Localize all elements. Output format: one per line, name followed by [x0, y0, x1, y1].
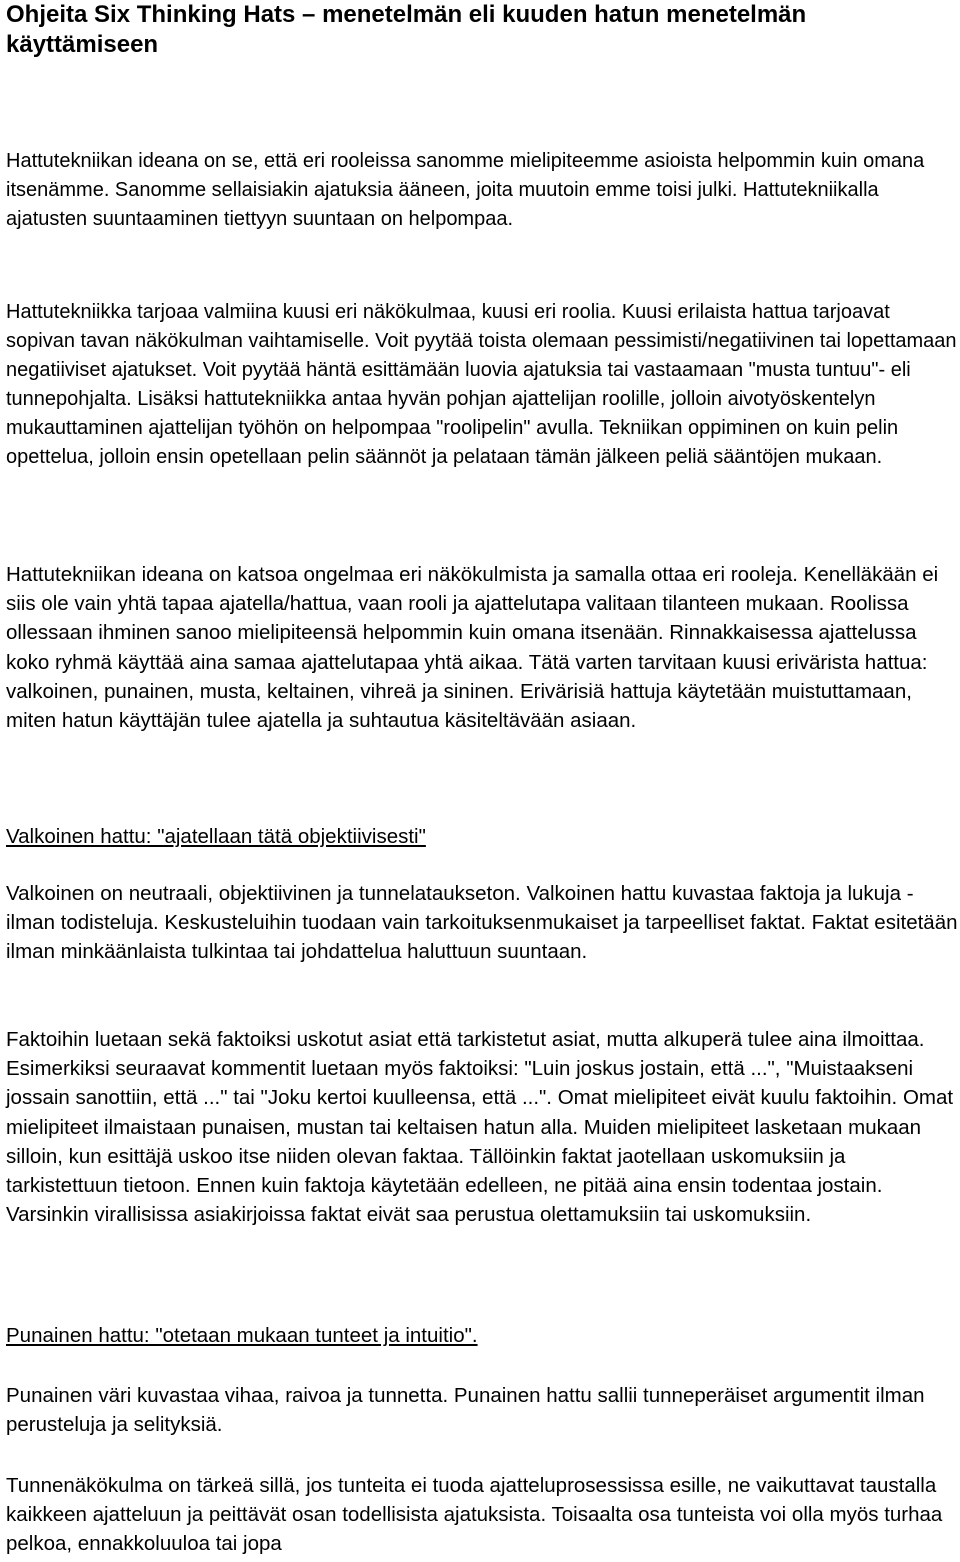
- red-hat-emotion-paragraph: Tunnenäkökulma on tärkeä sillä, jos tunteita ei tuoda ajatteluprosessissa esille, ne vaikuttavat taustalla kaikkeen ajatteluun ja peittävät osan todellisista ajatuksista. Toisaalta osa tunteista voi olla myös turhaa pelkoa, ennakkoluuloa tai jopa: [6, 1474, 943, 1556]
- red-hat-heading: Punainen hattu: "otetaan mukaan tunteet ja intuitio".: [6, 1324, 478, 1347]
- white-hat-paragraph: Valkoinen on neutraali, objektiivinen ja tunnelataukseton. Valkoinen hattu kuvastaa faktoja ja lukuja - ilman todisteluja. Keskusteluihin tuodaan vain tarkoituksenmukaiset ja tarpeelliset faktat. Faktat esitetään ilman minkäänlaista tulkintaa tai johdattelua haluttuun suuntaan.: [6, 882, 958, 964]
- red-hat-paragraph: Punainen väri kuvastaa vihaa, raivoa ja tunnetta. Punainen hattu sallii tunneperäiset argumentit ilman perusteluja ja selityksiä.: [6, 1384, 925, 1437]
- document-page: [6, 0, 958, 1556]
- hat-technique-paragraph: Hattutekniikka tarjoaa valmiina kuusi eri näkökulmaa, kuusi eri roolia. Kuusi erilaista hattua tarjoavat sopivan tavan näkökulman vaihtamiselle. Voit pyytää toista olemaan pessimisti/negatiivinen tai lopettamaan negatiiviset ajatukset. Voit pyytää häntä esittämään luovia ajatuksia tai vastaamaan "musta tuntuu"- eli tunnepohjalta. Lisäksi hattutekniikka antaa hyvän pohjan ajattelijan roolille, jolloin aivotyöskentelyn mukauttaminen ajattelijan työhön on helpompaa "roolipelin" avulla. Tekniikan oppiminen on kuin pelin opettelua, jolloin ensin opetellaan pelin säännöt ja pelataan tämän jälkeen peliä sääntöjen mukaan.: [6, 301, 957, 468]
- white-hat-heading: Valkoinen hattu: "ajatellaan tätä objektiivisesti": [6, 825, 426, 848]
- intro-paragraph: Hattutekniikan ideana on se, että eri rooleissa sanomme mielipiteemme asioista helpommin kuin omana itsenämme. Sanomme sellaisiakin ajatuksia ääneen, joita muutoin emme toisi julki. Hattutekniikalla ajatusten suuntaaminen tiettyyn suuntaan on helpompaa.: [6, 150, 925, 230]
- perspectives-paragraph: Hattutekniikan ideana on katsoa ongelmaa eri näkökulmista ja samalla ottaa eri rooleja. Kenelläkään ei siis ole vain yhtä tapaa ajatella/hattua, vaan rooli ja ajattelutapa valitaan tilanteen mukaan. Roolissa ollessaan ihminen sanoo mielipiteensä helpommin kuin omana itsenään. Rinnakkaisessa ajattelussa koko ryhmä käyttää aina samaa ajattelutapaa yhtä aikaa. Tätä varten tarvitaan kuusi erivärista hattua: valkoinen, punainen, musta, keltainen, vihreä ja sininen. Erivärisiä hattuja käytetään muistuttamaan, miten hatun käyttäjän tulee ajatella ja suhtautua käsiteltävään asiaan.: [6, 563, 939, 733]
- document-title: Ohjeita Six Thinking Hats – menetelmän eli kuuden hatun menetelmän käyttämiseen: [6, 1, 807, 58]
- white-hat-facts-paragraph: Faktoihin luetaan sekä faktoiksi uskotut asiat että tarkistetut asiat, mutta alkuperä tulee aina ilmoittaa. Esimerkiksi seuraavat kommentit luetaan myös faktoiksi: "Luin joskus jostain, että ...", "Muistaakseni jossain sanottiin, että ..." tai "Joku kertoi kuulleensa, että ...". Omat mielipiteet eivät kuulu faktoihin. Omat mielipiteet ilmaistaan punaisen, mustan tai keltaisen hatun alla. Muiden mielipiteet lasketaan mukaan silloin, kun esittäjä uskoo itse niiden olevan faktaa. Tällöinkin faktat jaotellaan uskomuksiin ja tarkistettuun tietoon. Ennen kuin faktoja käytetään edelleen, ne pitää aina ensin todentaa jostain. Varsinkin virallisissa asiakirjoissa faktat eivät saa perustua olettamuksiin tai uskomuksiin.: [6, 1028, 954, 1227]
